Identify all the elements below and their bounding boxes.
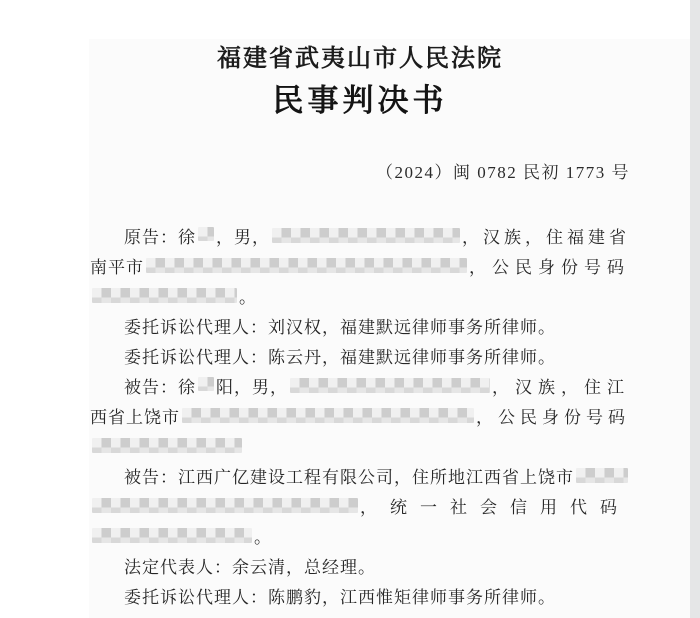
text-segment: 委托诉讼代理人：陈鹏豹，江西惟矩律师事务所律师。: [124, 587, 556, 607]
redaction-block: [272, 228, 460, 243]
text-segment: 。: [239, 287, 257, 307]
text-line: [90, 460, 630, 490]
document-body: [90, 220, 630, 610]
text-line: [90, 550, 630, 580]
text-line: [90, 220, 630, 250]
redaction-block: [290, 378, 490, 393]
text-segment: 委托诉讼代理人：陈云丹，福建默远律师事务所律师。: [124, 347, 556, 367]
text-line: [90, 430, 630, 460]
redaction-block: [198, 377, 214, 391]
redaction-block: [92, 438, 242, 453]
text-segment: 原告：徐: [124, 227, 196, 247]
text-line: [90, 250, 630, 280]
redaction-block: [92, 498, 358, 513]
text-line: [90, 490, 630, 520]
text-segment: ，公民身份号码: [469, 257, 630, 277]
text-segment: 委托诉讼代理人：刘汉权，福建默远律师事务所律师。: [124, 317, 556, 337]
document-title: 民事判决书: [272, 83, 448, 118]
redaction-block: [92, 288, 237, 303]
text-segment: 阳，男，: [216, 377, 288, 397]
text-line: [90, 580, 630, 610]
text-line: [90, 520, 630, 550]
redaction-block: [198, 227, 214, 241]
text-line: [90, 310, 630, 340]
page-content: [90, 45, 630, 610]
text-segment: 法定代表人：余云清，总经理。: [124, 557, 376, 577]
text-segment: ，公民身份号码: [476, 407, 630, 427]
text-segment: 南平市: [90, 257, 144, 277]
text-segment: ，汉族，住福建省: [462, 227, 630, 247]
redaction-block: [146, 258, 467, 273]
scrollbar-track[interactable]: [690, 0, 700, 618]
text-segment: ，男，: [216, 227, 270, 247]
text-line: [90, 280, 630, 310]
case-number: （2024）闽 0782 民初 1773 号: [376, 163, 630, 182]
court-name: 福建省武夷山市人民法院: [217, 46, 503, 72]
judgment-page: [89, 39, 690, 618]
text-segment: 西省上饶市: [90, 407, 180, 427]
text-segment: 被告：江西广亿建设工程有限公司，住所地江西省上饶市: [124, 467, 574, 487]
redaction-block: [576, 468, 628, 483]
text-segment: ，统一社会信用代码: [360, 497, 630, 517]
text-line: [90, 370, 630, 400]
text-segment: 。: [254, 527, 272, 547]
redaction-block: [182, 408, 474, 423]
text-segment: 被告：徐: [124, 377, 196, 397]
redaction-block: [92, 528, 252, 543]
text-line: [90, 340, 630, 370]
text-line: [90, 400, 630, 430]
text-segment: ，汉族，住江: [492, 377, 630, 397]
